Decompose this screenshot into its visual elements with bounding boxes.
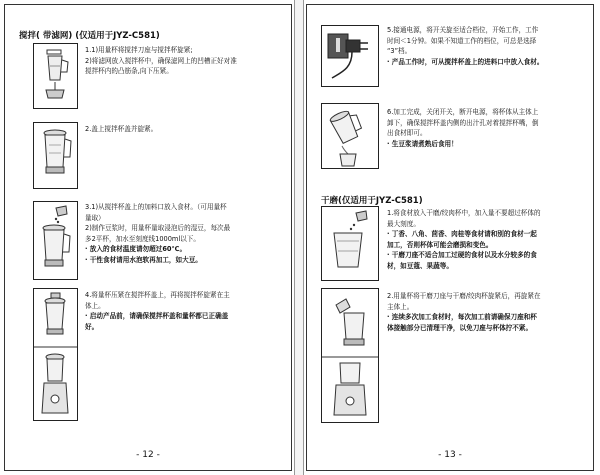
step-2-line: 2.盖上搅拌杯盖并旋紧。 xyxy=(85,125,158,133)
left-page xyxy=(4,4,292,471)
right-page xyxy=(306,4,594,471)
step-2-illustration xyxy=(33,122,78,189)
page-number-left: - 12 - xyxy=(136,450,160,460)
blender-jar-lid-icon xyxy=(34,123,77,188)
book-spine xyxy=(294,0,304,475)
section-title-dry-grind: 干磨(仅适用于JYZ-C581) xyxy=(321,196,423,206)
step-1-illustration xyxy=(33,43,78,109)
dry-step-2-note: · 连续多次加工食材时，每次加工前请确保刀座和杯 xyxy=(387,313,537,322)
dry-step-1-note: 材，如豆蔻、果蔬等。 xyxy=(387,261,453,270)
step-5-line: “3”档。 xyxy=(387,47,412,56)
dry-step-2-line: 主体上。 xyxy=(387,302,414,311)
step-3-line: 2)制作豆浆时，用量杯量取浸泡后的湿豆，每次最 xyxy=(85,224,231,233)
step-5-note: · 产品工作时，可从搅拌杯盖上的进料口中放入食材。 xyxy=(387,57,544,66)
step-4-line: 体上。 xyxy=(85,301,105,310)
page-number-right: - 13 - xyxy=(438,450,462,460)
blender-assembly-icon xyxy=(34,289,77,420)
dry-step-2-text xyxy=(387,291,592,333)
power-plug-icon xyxy=(322,26,378,86)
pouring-jar-icon xyxy=(322,104,378,168)
step-5-line: 时间＜1分钟。如果不知道工作的档位，可总是选择 xyxy=(387,36,537,45)
step-4-text xyxy=(85,290,290,332)
step-4-illustration xyxy=(33,288,78,421)
add-ingredients-icon xyxy=(34,202,77,279)
step-3-line: 多2平杯，加水至刻度线1000ml以下。 xyxy=(85,234,200,243)
step-6-line: 6.加工完成，关闭开关，断开电源，将杯体从主体上 xyxy=(387,108,539,116)
step-6-illustration xyxy=(321,103,379,169)
dry-step-1-note: · 干磨刀座不适合加工过硬的食材以及水分较多的食 xyxy=(387,251,537,260)
step-1-line: 1.1)用量杯将搅拌刀座与搅拌杯旋紧; xyxy=(85,46,193,54)
step-4-line: 4.将量杯压紧在搅拌杯盖上，再将搅拌杯旋紧在主 xyxy=(85,291,230,299)
dry-step-1-illustration xyxy=(321,206,379,281)
grinder-assembly-icon xyxy=(322,289,378,422)
step-3-illustration xyxy=(33,201,78,280)
dry-step-2-note: 体接触部分已清理干净，以免刀座与杯体拧不紧。 xyxy=(387,323,533,332)
step-6-note: · 生豆浆请煮熟后食用！ xyxy=(387,139,458,148)
section-title-blend: 搅拌( 带滤网) (仅适用于JYZ-C581) xyxy=(19,31,160,41)
step-1-line: 搅拌杯内的凸筋条,向下压紧。 xyxy=(85,67,173,76)
dry-step-2-illustration xyxy=(321,288,379,423)
step-6-line: 出食材即可。 xyxy=(387,129,427,138)
step-3-note: · 干性食材请用水泡软再加工，如大豆。 xyxy=(85,255,202,264)
step-5-line: 5.接通电源，将开关旋至适合档位，开始工作，工作 xyxy=(387,26,539,34)
step-6-line: 卸下，确保搅拌杯盖内侧的出汁孔对着搅拌杯嘴，倒 xyxy=(387,118,539,127)
dry-step-1-text xyxy=(387,208,592,272)
step-1-line: 2)将滤网放入搅拌杯中，确保滤网上的凹槽正好对准 xyxy=(85,56,237,65)
step-5-text xyxy=(387,25,592,67)
step-3-line: 3.1)从搅拌杯盖上的加料口放入食材。（可用量杯 xyxy=(85,203,227,211)
step-3-line: 量取） xyxy=(85,213,105,222)
step-2-text xyxy=(85,124,285,135)
step-4-note: · 启动产品前，请确保搅拌杯盖和量杯都已正确盖 xyxy=(85,312,229,321)
step-3-text xyxy=(85,202,290,266)
step-1-text xyxy=(85,45,285,77)
dry-step-1-line: 最大刻度。 xyxy=(387,219,420,228)
dry-step-1-note: 加工，否则杯体可能会磨损和变色。 xyxy=(387,240,493,249)
step-4-note: 好。 xyxy=(85,322,99,331)
dry-step-2-line: 2.用量杯将干磨刀座与干磨/绞肉杯旋紧后，再旋紧在 xyxy=(387,292,541,300)
filter-cup-icon xyxy=(34,44,77,108)
step-5-illustration xyxy=(321,25,379,87)
dry-step-1-line: 1.将食材放入干磨/绞肉杯中，加入量不要超过杯体的 xyxy=(387,209,541,217)
step-3-note: · 放入的食材温度请勿超过60℃。 xyxy=(85,245,187,254)
step-6-text xyxy=(387,107,592,149)
grinder-cup-icon xyxy=(322,207,378,280)
dry-step-1-note: · 丁香、八角、茴香、肉桂等食材请和别的食材一起 xyxy=(387,230,537,239)
